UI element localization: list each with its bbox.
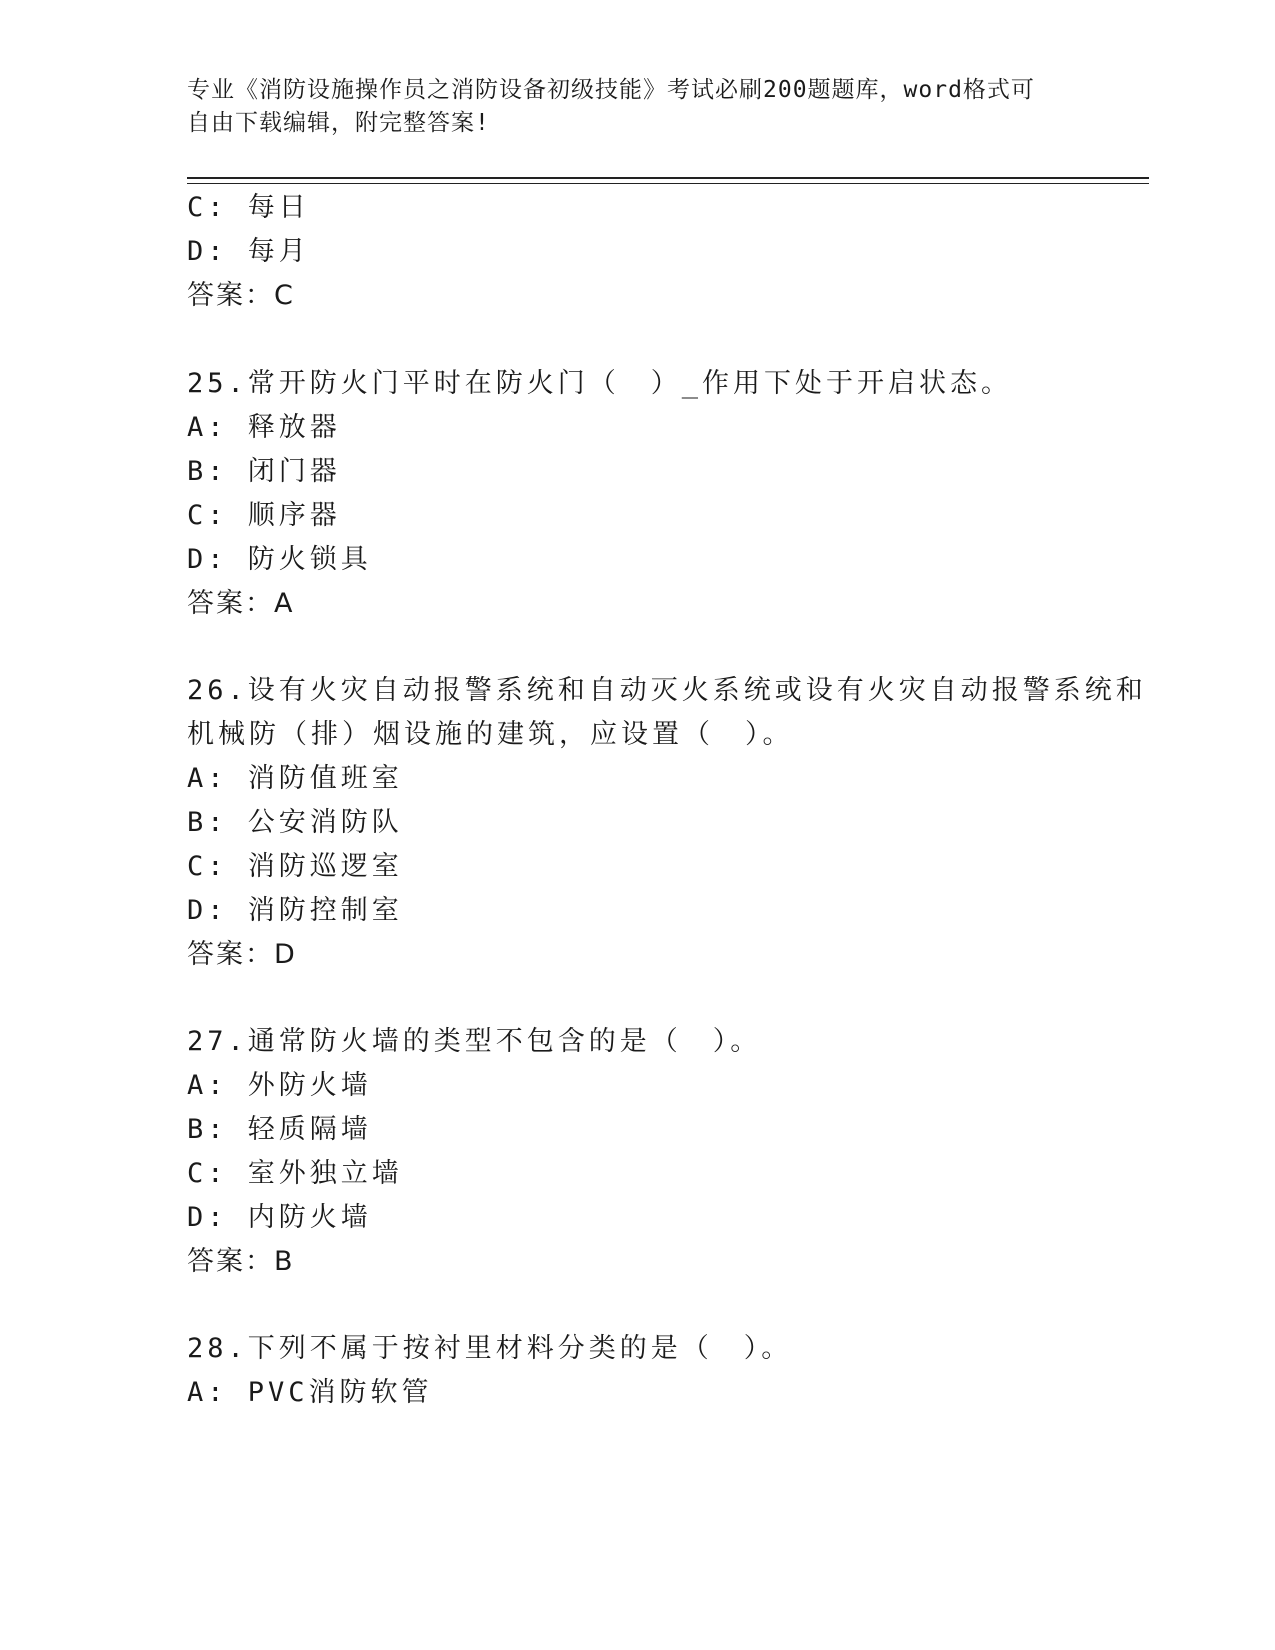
q27-option-a: A: 外防火墙 <box>187 1070 372 1101</box>
q26-option-c: C: 消防巡逻室 <box>187 851 403 882</box>
q28-option-a: A: PVC消防软管 <box>187 1377 433 1408</box>
q27-option-b: B: 轻质隔墙 <box>187 1114 372 1145</box>
q25-answer: 答案：A <box>187 588 295 619</box>
q27-option-d: D: 内防火墙 <box>187 1202 372 1233</box>
q25-option-b: B: 闭门器 <box>187 456 341 487</box>
document-header <box>187 74 1067 140</box>
q28-stem: 28.下列不属于按衬里材料分类的是（ ）。 <box>187 1333 793 1364</box>
header-divider-thin <box>187 183 1149 184</box>
q26-option-b: B: 公安消防队 <box>187 807 403 838</box>
header-line-2: 自由下载编辑，附完整答案! <box>187 110 490 136</box>
q25-stem: 25.常开防火门平时在防火门（ ）_作用下处于开启状态。 <box>187 368 1013 399</box>
q25-option-a: A: 释放器 <box>187 412 341 443</box>
q26-stem-line-2: 机械防（排）烟设施的建筑，应设置（ ）。 <box>187 719 794 750</box>
q26-stem-line-1: 26.设有火灾自动报警系统和自动灭火系统或设有火灾自动报警系统和 <box>187 675 1147 706</box>
prev-answer: 答案：C <box>187 280 295 311</box>
q27-answer: 答案：B <box>187 1246 295 1277</box>
header-line-1: 专业《消防设施操作员之消防设备初级技能》考试必刷200题题库，word格式可 <box>187 77 1035 103</box>
header-divider-thick <box>187 177 1149 179</box>
q25-option-c: C: 顺序器 <box>187 500 341 531</box>
prev-option-d: D: 每月 <box>187 236 310 267</box>
q26-option-a: A: 消防值班室 <box>187 763 403 794</box>
q25-option-d: D: 防火锁具 <box>187 544 372 575</box>
prev-option-c: C: 每日 <box>187 192 310 223</box>
q27-option-c: C: 室外独立墙 <box>187 1158 403 1189</box>
q26-answer: 答案：D <box>187 939 297 970</box>
q27-stem: 27.通常防火墙的类型不包含的是（ ）。 <box>187 1026 762 1057</box>
q26-option-d: D: 消防控制室 <box>187 895 403 926</box>
